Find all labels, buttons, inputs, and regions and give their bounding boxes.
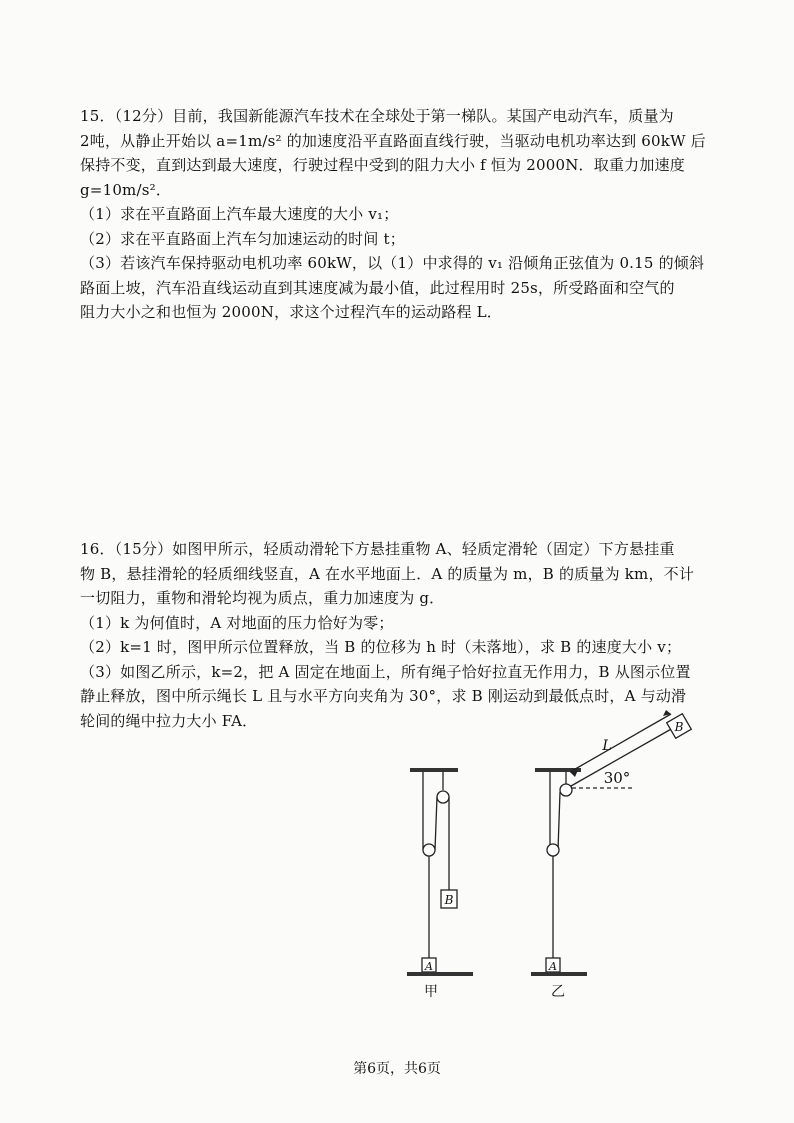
q16-sub-3-line-2: 静止释放，图中所示绳长 L 且与水平方向夹角为 30°，求 B 刚运动到最低点时，A 与动滑 — [80, 687, 687, 705]
rope-middle-segment — [435, 797, 437, 850]
q16-sub-2: （2）k=1 时，图甲所示位置释放，当 B 的位移为 h 时（未落地），求 B 的速度大小 v； — [80, 638, 682, 656]
q15-line-1: 15．（12分）目前，我国新能源汽车技术在全球处于第一梯队。某国产电动汽车，质量为 — [80, 107, 674, 125]
ground-right — [531, 972, 587, 976]
q16-line-1: 16．（15分）如图甲所示，轻质动滑轮下方悬挂重物 A、轻质定滑轮（固定）下方悬挂重 — [80, 540, 675, 558]
caption-yi: 乙 — [551, 984, 565, 1000]
ceiling-left — [410, 768, 458, 772]
q15-sub-3-line-2: 路面上坡，汽车沿直线运动直到其速度减为最小值，此过程用时 25s，所受路面和空气的 — [80, 278, 675, 297]
q16-sub-3-line-1: （3）如图乙所示，k=2，把 A 固定在地面上，所有绳子恰好拉直无作用力，B 从图示位置 — [80, 662, 691, 681]
fixed-pulley-left — [437, 791, 449, 803]
caption-jia: 甲 — [424, 984, 438, 1000]
q16-line-3: 一切阻力，重物和滑轮均视为质点，重力加速度为 g． — [80, 589, 445, 607]
q15-sub-3-line-3: 阻力大小之和也恒为 2000N，求这个过程汽车的运动路程 L． — [80, 303, 502, 321]
q16-line-2: 物 B，悬挂滑轮的轻质细线竖直，A 在水平地面上．A 的质量为 m，B 的质量为 km，不计 — [80, 564, 695, 583]
q15-line-2: 2吨，从静止开始以 a=1m/s² 的加速度沿平直路面直线行驶，当驱动电机功率达到 60kW 后 — [80, 131, 706, 150]
label-angle: 30° — [603, 769, 631, 787]
label-a-left: A — [425, 960, 433, 973]
label-b-left: B — [444, 893, 454, 907]
moving-pulley-right — [547, 844, 559, 856]
q15-line-3: 保持不变，直到达到最大速度，行驶过程中受到的阻力大小 f 恒为 2000N．取重力加速度 — [80, 156, 685, 174]
label-l: L — [602, 738, 612, 754]
moving-pulley-left — [423, 844, 435, 856]
rope-right-middle-segment — [558, 792, 560, 850]
q15-sub-3-line-1: （3）若该汽车保持驱动电机功率 60kW，以（1）中求得的 v₁ 沿倾角正弦值为 0.15 的倾斜 — [80, 254, 705, 272]
q16-sub-1: （1）k 为何值时，A 对地面的压力恰好为零； — [80, 613, 394, 632]
q16-sub-3-line-3: 轮间的绳中拉力大小 FA． — [80, 711, 258, 730]
fixed-pulley-right — [560, 784, 572, 796]
q15-sub-1: （1）求在平直路面上汽车最大速度的大小 v₁； — [80, 205, 399, 223]
label-b-right: B — [674, 720, 684, 734]
question-15 — [80, 104, 720, 325]
dimension-line-l — [570, 714, 671, 772]
ground-left — [407, 972, 473, 976]
q15-line-4: g=10m/s²． — [80, 180, 172, 199]
page-footer: 第6页，共6页 — [353, 1061, 441, 1077]
pulley-figure — [395, 700, 725, 1000]
figure-jia — [407, 768, 473, 976]
q15-sub-2: （2）求在平直路面上汽车匀加速运动的时间 t； — [80, 229, 405, 248]
label-a-right: A — [549, 960, 557, 973]
